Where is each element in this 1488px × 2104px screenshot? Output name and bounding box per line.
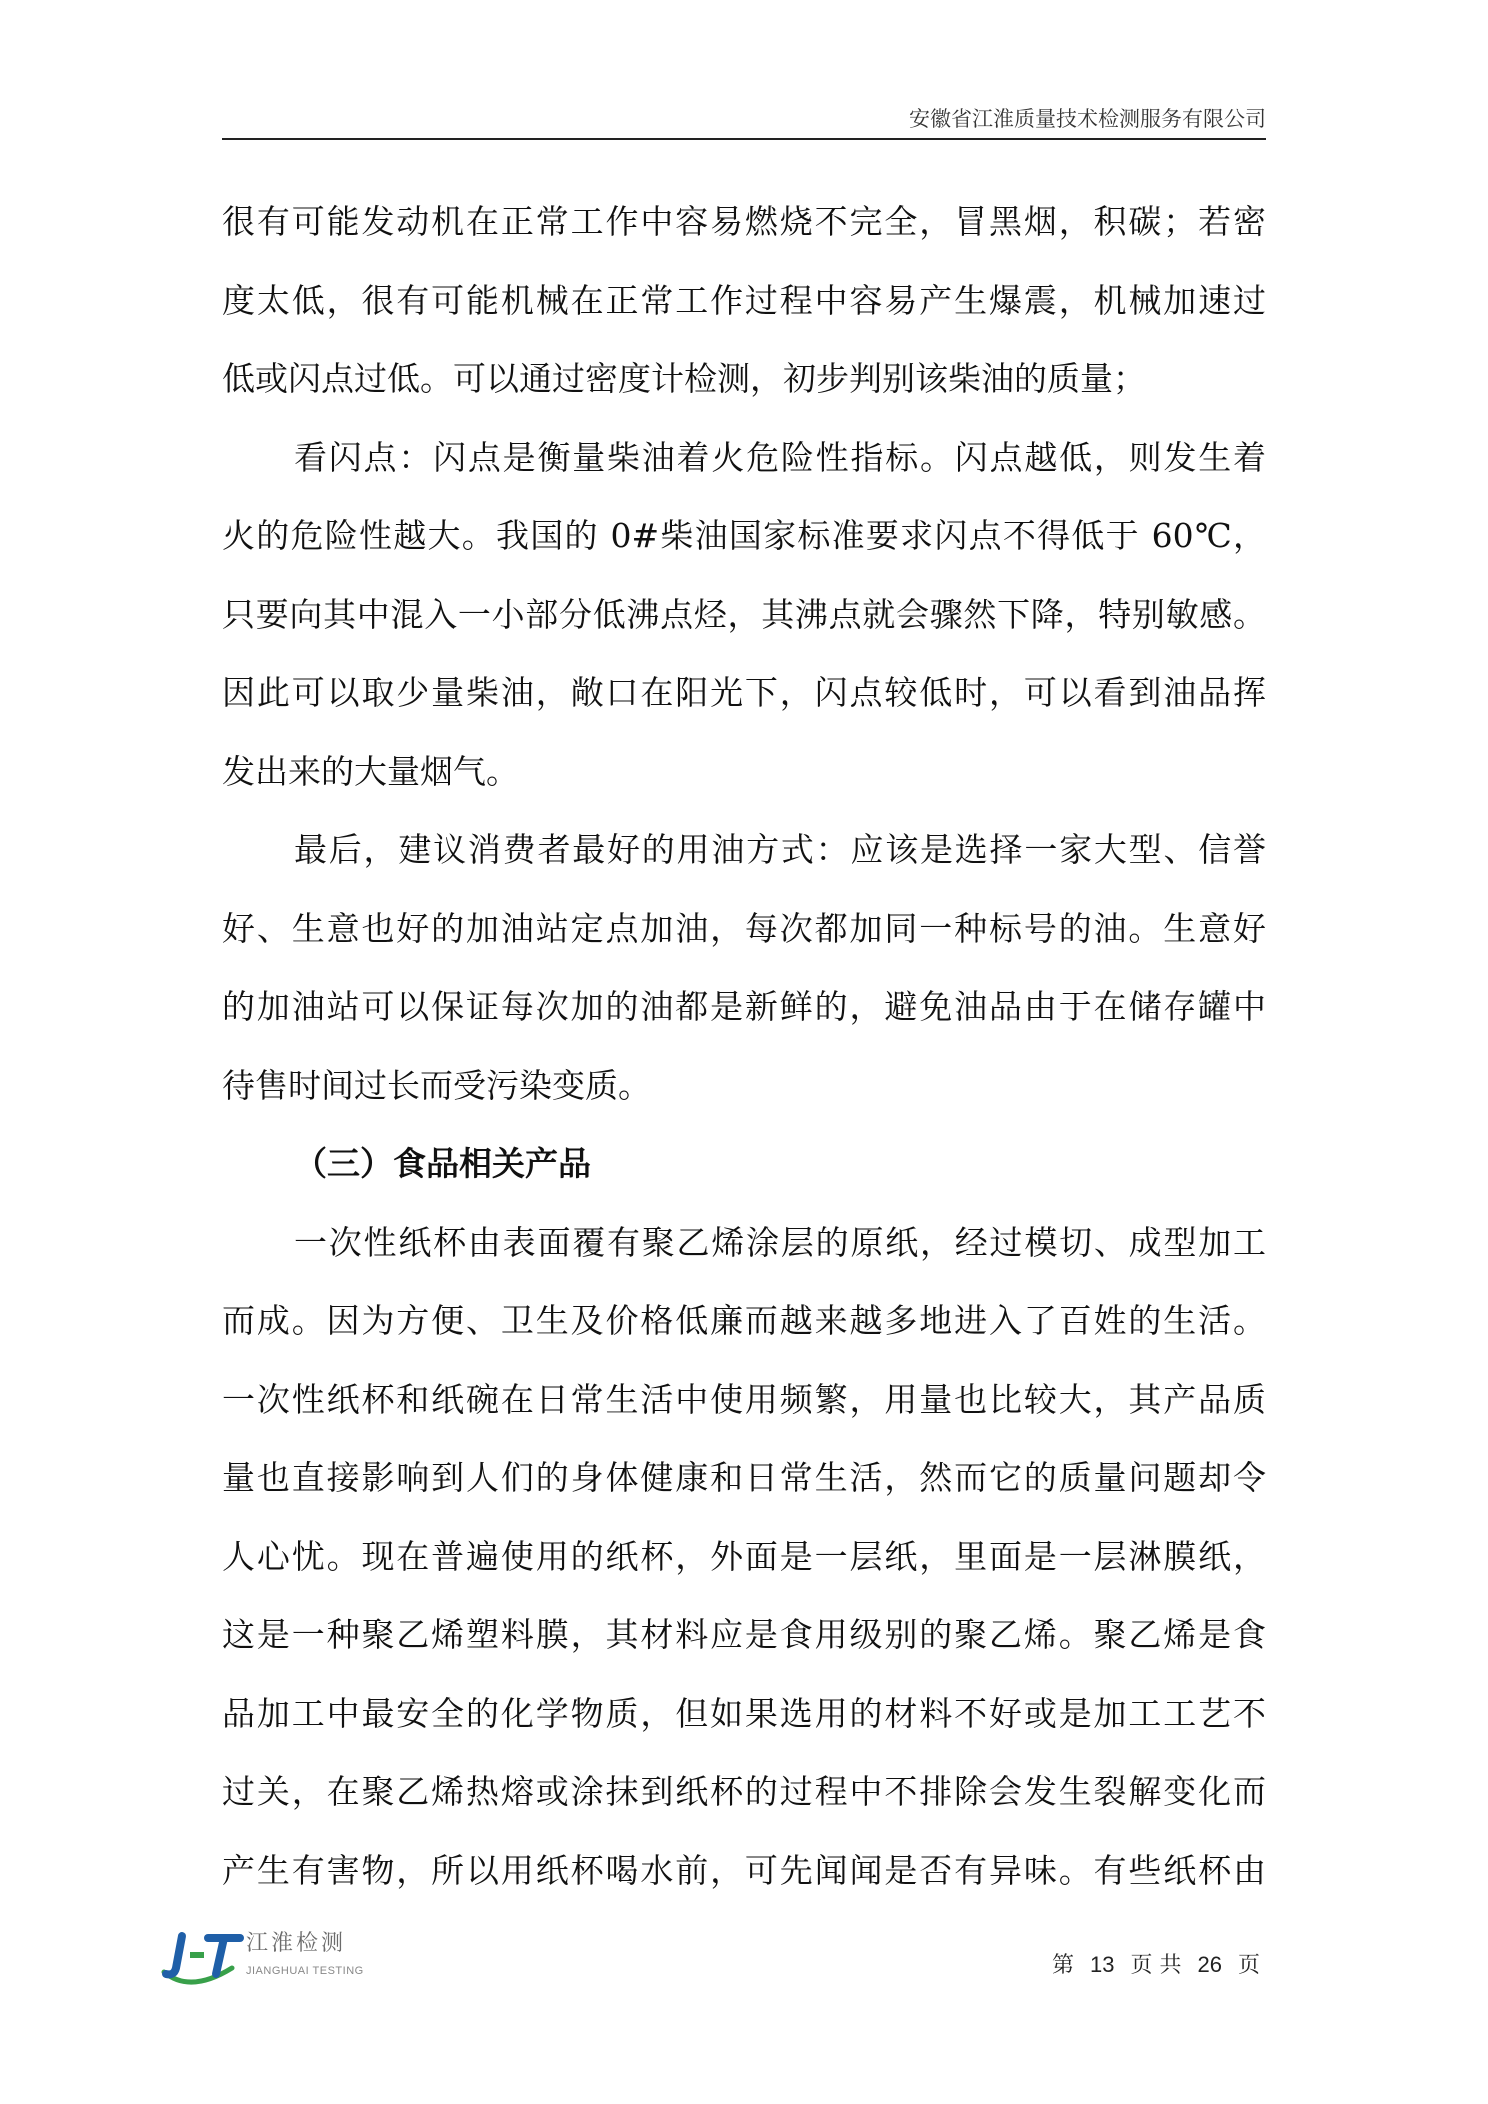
paragraph-first-line: 看闪点：闪点是衡量柴油着火危险性指标。闪点越低，则发生着 <box>294 437 1266 477</box>
page-number <box>1046 1950 1266 1981</box>
jht-logo-icon <box>160 1928 244 1992</box>
text-line: 火的危险性越大。我国的 0#柴油国家标准要求闪点不得低于 60℃， <box>222 516 1266 555</box>
text-line: 很有可能发动机在正常工作中容易燃烧不完全，冒黑烟，积碳；若密 <box>222 202 1266 241</box>
text-line: 只要向其中混入一小部分低沸点烃，其沸点就会骤然下降，特别敏感。 <box>222 594 1266 634</box>
page-current: 13 <box>1090 1952 1115 1977</box>
page-total: 26 <box>1197 1952 1222 1977</box>
text-line: 好、生意也好的加油站定点加油，每次都加同一种标号的油。生意好 <box>222 908 1266 948</box>
text-line: 发出来的大量烟气。 <box>222 751 519 791</box>
text-line: 人心忧。现在普遍使用的纸杯，外面是一层纸，里面是一层淋膜纸， <box>222 1536 1266 1576</box>
page-mid: 页 共 <box>1130 1953 1182 1978</box>
page-suffix: 页 <box>1237 1953 1260 1978</box>
text-line: 低或闪点过低。可以通过密度计检测，初步判别该柴油的质量； <box>222 359 1146 398</box>
text-line: 度太低，很有可能机械在正常工作过程中容易产生爆震，机械加速过 <box>222 280 1266 320</box>
header-company-name: 安徽省江淮质量技术检测服务有限公司 <box>909 107 1266 131</box>
page-header <box>222 104 1266 140</box>
text-line: 因此可以取少量柴油，敞口在阳光下，闪点较低时，可以看到油品挥 <box>222 673 1266 712</box>
section-heading: （三）食品相关产品 <box>294 1144 591 1183</box>
company-logo <box>160 1928 372 1992</box>
text-line: 量也直接影响到人们的身体健康和日常生活，然而它的质量问题却令 <box>222 1458 1266 1497</box>
body-text <box>222 183 1266 1910</box>
text-line: 品加工中最安全的化学物质，但如果选用的材料不好或是加工工艺不 <box>222 1693 1266 1733</box>
text-line: 的加油站可以保证每次加的油都是新鲜的，避免油品由于在储存罐中 <box>222 987 1266 1026</box>
logo-name: 江淮检测 <box>246 1931 347 1956</box>
text-line: 而成。因为方便、卫生及价格低廉而越来越多地进入了百姓的生活。 <box>222 1301 1266 1340</box>
page-prefix: 第 <box>1052 1953 1075 1978</box>
text-line: 这是一种聚乙烯塑料膜，其材料应是食用级别的聚乙烯。聚乙烯是食 <box>222 1615 1266 1654</box>
paragraph-first-line: 一次性纸杯由表面覆有聚乙烯涂层的原纸，经过模切、成型加工 <box>294 1222 1266 1262</box>
logo-subtitle: JIANGHUAI TESTING <box>246 1965 364 1977</box>
text-line: 待售时间过长而受污染变质。 <box>222 1065 651 1105</box>
text-line: 一次性纸杯和纸碗在日常生活中使用频繁，用量也比较大，其产品质 <box>222 1379 1266 1419</box>
text-line: 过关，在聚乙烯热熔或涂抹到纸杯的过程中不排除会发生裂解变化而 <box>222 1772 1266 1811</box>
paragraph-first-line: 最后，建议消费者最好的用油方式：应该是选择一家大型、信誉 <box>294 830 1266 869</box>
text-line: 产生有害物，所以用纸杯喝水前，可先闻闻是否有异味。有些纸杯由 <box>222 1850 1266 1890</box>
